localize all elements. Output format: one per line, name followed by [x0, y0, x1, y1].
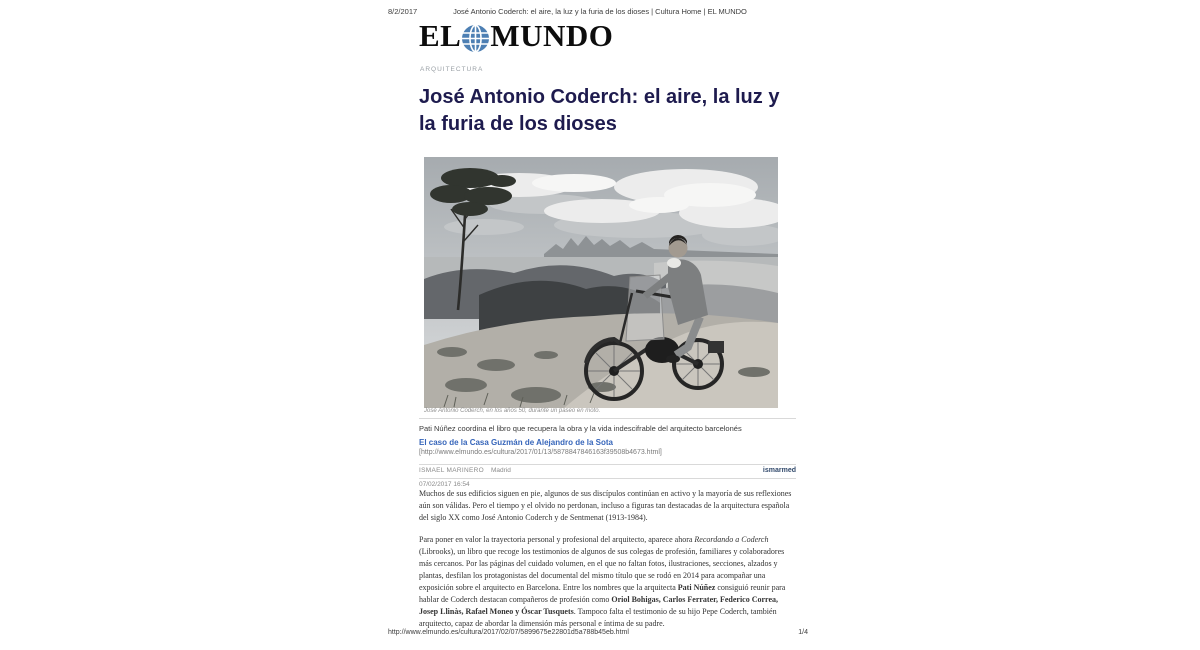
print-footer-page-number: 1/4	[798, 629, 808, 636]
byline-divider-top	[419, 464, 796, 465]
related-article-link[interactable]: El caso de la Casa Guzmán de Alejandro de la Sota	[419, 438, 613, 447]
caption-divider	[419, 418, 796, 419]
related-article-url: [http://www.elmundo.es/cultura/2017/01/13/5878847846163f39508b4673.html]	[419, 449, 662, 456]
article-body	[419, 488, 796, 640]
photo-caption: José Antonio Coderch, en los años 50, durante un paseo en moto.	[424, 408, 601, 414]
logo-text-el: EL	[419, 18, 462, 53]
motorcycle-photo-illustration	[424, 157, 778, 408]
byline-divider-bottom	[419, 478, 796, 479]
globe-icon	[462, 24, 489, 51]
byline-location: Madrid	[490, 467, 511, 474]
logo-text-mundo: MUNDO	[490, 18, 614, 53]
byline	[419, 467, 796, 474]
article-timestamp: 07/02/2017 16:54	[419, 481, 470, 488]
body-paragraph-2	[419, 534, 796, 630]
article-photo	[424, 157, 778, 408]
byline-author: ISMAEL MARINERO	[419, 467, 484, 474]
article-standfirst: Pati Núñez coordina el libro que recupera la obra y la vida indescifrable del arquitecto barcelonés	[419, 424, 742, 433]
body-paragraph-1	[419, 488, 796, 524]
print-footer-url: http://www.elmundo.es/cultura/2017/02/07/5899675e22801d5a788b45eb.html	[388, 629, 629, 636]
byline-handle: ismarmed	[762, 467, 796, 474]
print-header-title: José Antonio Coderch: el aire, la luz y la furia de los dioses | Cultura Home | EL MUNDO	[453, 7, 747, 16]
text-segment: consiguió reunir para hablar de Coderch destacan compañeros de profesión como	[419, 583, 786, 604]
elmundo-logo	[419, 19, 613, 53]
text-segment: Recordando a Coderch	[694, 535, 769, 544]
section-kicker: ARQUITECTURA	[420, 66, 484, 73]
print-header-date: 8/2/2017	[388, 7, 418, 16]
text-segment: Para poner en valor la trayectoria personal y profesional del arquitecto, aparece ahora	[419, 535, 695, 544]
text-segment: . Tampoco falta el testimonio de su hijo Pepe Coderch, también arquitecto, capaz de abordar la dimensión más personal e íntima de su padre.	[419, 607, 777, 628]
text-segment: Pati Núñez	[677, 583, 716, 592]
text-segment: (Librooks), un libro que recoge los testimonios de algunos de sus colegas de profesión, familiares y colaboradores más cercanos. Por las páginas del cuidado volumen, en el que no faltan fotos, ilustraciones, secciones, alzados y plantas, desfilan los protagonistas del documental del mismo título que se rodó en 2014 para acompañar una exposición sobre el arquitecto en Barcelona. Entre los nombres que la arquitecta	[419, 547, 785, 592]
text-segment: Muchos de sus edificios siguen en pie, algunos de sus discípulos continúan en activo y la mayoría de sus reflexiones aún son válidas. Pero el tiempo y el olvido no perdonan, incluso a figuras tan destacadas de la arquitectura española del siglo XX como José Antonio Coderch y de Sentmenat (1913-1984).	[419, 489, 792, 522]
text-segment: Oriol Bohigas, Carlos Ferrater, Federico Correa, Josep Llinàs, Rafael Moneo y Óscar Tusquets	[419, 595, 778, 616]
article-headline: José Antonio Coderch: el aire, la luz y la furia de los dioses	[419, 86, 780, 135]
